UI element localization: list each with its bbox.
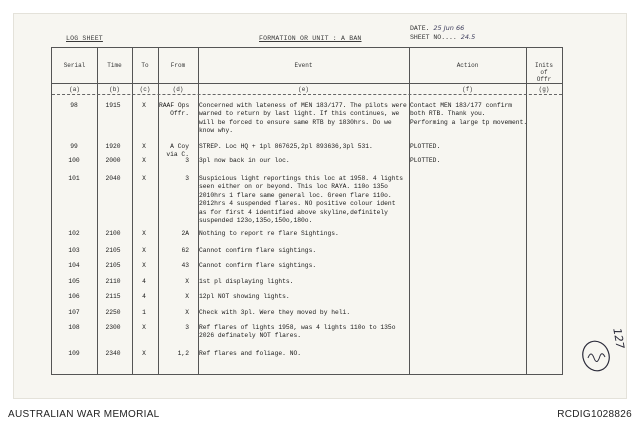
row-from-cell: RAAF Ops Offr. <box>159 102 190 118</box>
row-from-cell: A Coy via C. <box>166 143 189 159</box>
row-to-cell: 4 <box>142 293 146 300</box>
row-event-cell: Concerned with lateness of MEN 183/177. The pilots were warned to return by last light. If this continues, we will be forced to ensure same RTB by 1830hrs. Do we know why. <box>199 102 407 135</box>
row-time-cell: 2115 <box>105 293 121 300</box>
col-letter-b: (b) <box>109 86 120 93</box>
row-action-cell: PLOTTED. <box>410 143 441 150</box>
row-to-cell: X <box>142 157 146 164</box>
sheet-label: SHEET NO <box>410 34 442 41</box>
row-time-cell: 2300 <box>105 324 121 331</box>
row-from-cell: 3 <box>185 157 189 164</box>
row-from-cell: 43 <box>181 262 189 269</box>
row-time-cell: 2105 <box>105 262 121 269</box>
footer-archive-label: AUSTRALIAN WAR MEMORIAL <box>8 409 160 420</box>
row-serial-cell: 106 <box>68 293 80 300</box>
row-time-cell: 2340 <box>105 350 121 357</box>
row-from-cell: 3 <box>185 324 189 331</box>
row-serial-cell: 107 <box>68 309 80 316</box>
handwritten-page-number: 127 <box>610 327 627 350</box>
row-serial-cell: 100 <box>68 157 80 164</box>
row-serial-cell: 104 <box>68 262 80 269</box>
row-time-cell: 1915 <box>105 102 121 109</box>
row-time-cell: 2040 <box>105 175 121 182</box>
row-serial-cell: 99 <box>70 143 78 150</box>
row-time-cell: 2100 <box>105 230 121 237</box>
col-letter-a: (a) <box>69 86 80 93</box>
row-serial-cell: 103 <box>68 247 80 254</box>
row-from-cell: 3 <box>185 175 189 182</box>
row-to-cell: X <box>142 350 146 357</box>
date-value: 25 Jun 66 <box>433 24 465 32</box>
col-header-to: To <box>141 62 149 69</box>
col-letter-e: (e) <box>298 86 309 93</box>
row-from-cell: 62 <box>181 247 189 254</box>
header-rule <box>52 83 562 84</box>
row-to-cell: 4 <box>142 278 146 285</box>
row-time-cell: 2105 <box>105 247 121 254</box>
date-label: DATE <box>410 25 426 32</box>
row-action-cell: Contact MEN 183/177 confirm both RTB. Thank you. Performing a large tp movement. <box>410 102 528 126</box>
row-to-cell: X <box>142 230 146 237</box>
row-event-cell: Cannot confirm flare sightings. <box>199 247 317 254</box>
row-time-cell: 2250 <box>105 309 121 316</box>
col-divider <box>526 48 527 374</box>
row-event-cell: 12pl NOT showing lights. <box>199 293 290 300</box>
row-from-cell: X <box>185 278 189 285</box>
row-time-cell: 2110 <box>105 278 121 285</box>
row-event-cell: Check with 3pl. Were they moved by heli. <box>199 309 351 316</box>
col-divider <box>409 48 410 374</box>
col-header-from: From <box>170 62 186 69</box>
col-header-action: Action <box>456 62 479 69</box>
row-serial-cell: 109 <box>68 350 80 357</box>
row-to-cell: X <box>142 102 146 109</box>
row-to-cell: X <box>142 143 146 150</box>
row-time-cell: 2000 <box>105 157 121 164</box>
row-event-cell: Cannot confirm flare sightings. <box>199 262 317 269</box>
row-to-cell: X <box>142 324 146 331</box>
row-from-cell: 1,2 <box>177 350 189 357</box>
row-event-cell: Suspicious light reportings this loc at 1958. 4 lights seen either on or beyond. This loc RAYA. 110o 135o 2010hrs 1 flare same general loc. Green flare 110o. 2012hrs 4 suspended flares. NO positive colour ident as for first 4 identified above skyline,definitely suspended 123o,135o,150o,180o. <box>199 175 404 225</box>
row-from-cell: X <box>185 293 189 300</box>
row-serial-cell: 105 <box>68 278 80 285</box>
row-to-cell: X <box>142 175 146 182</box>
row-event-cell: Nothing to report re flare Sightings. <box>199 230 339 237</box>
col-header-inits: Inits of Offr <box>534 62 553 83</box>
row-from-cell: 2A <box>181 230 189 237</box>
col-letter-f: (f) <box>462 86 473 93</box>
row-event-cell: Ref flares of lights 1958, was 4 lights 110o to 135o 2026 definately NOT flares. <box>199 324 396 340</box>
handwritten-annotation <box>578 327 627 383</box>
log-sheet-title: LOG SHEET <box>66 35 103 42</box>
col-header-serial: Serial <box>63 62 86 69</box>
row-to-cell: 1 <box>142 309 146 316</box>
formation-label: FORMATION OR UNIT : A BAN <box>259 35 362 42</box>
date-block: DATE. 25 Jun 66 SHEET NO.... 24.5 <box>410 24 476 41</box>
row-serial-cell: 98 <box>70 102 78 109</box>
col-header-time: Time <box>107 62 122 69</box>
row-event-cell: STREP. Loc HQ + 1pl 867625,2pl 893636,3pl 531. <box>199 143 373 150</box>
row-serial-cell: 108 <box>68 324 80 331</box>
row-event-cell: Ref flares and foliage. NO. <box>199 350 302 357</box>
col-letter-c: (c) <box>139 86 151 93</box>
row-from-cell: X <box>185 309 189 316</box>
row-serial-cell: 101 <box>68 175 80 182</box>
row-event-cell: 1st pl displaying lights. <box>199 278 294 285</box>
col-letter-g: (g) <box>538 86 550 93</box>
row-time-cell: 1920 <box>105 143 121 150</box>
footer-record-id: RCDIG1028826 <box>557 409 632 420</box>
row-serial-cell: 102 <box>68 230 80 237</box>
row-action-cell: PLOTTED. <box>410 157 441 164</box>
header-rule-dashed <box>52 94 562 95</box>
sheet-value: 24.5 <box>460 33 476 41</box>
col-letter-d: (d) <box>172 86 184 93</box>
row-event-cell: 3pl now back in our loc. <box>199 157 290 164</box>
row-to-cell: X <box>142 262 146 269</box>
row-to-cell: X <box>142 247 146 254</box>
col-header-event: Event <box>294 62 313 69</box>
